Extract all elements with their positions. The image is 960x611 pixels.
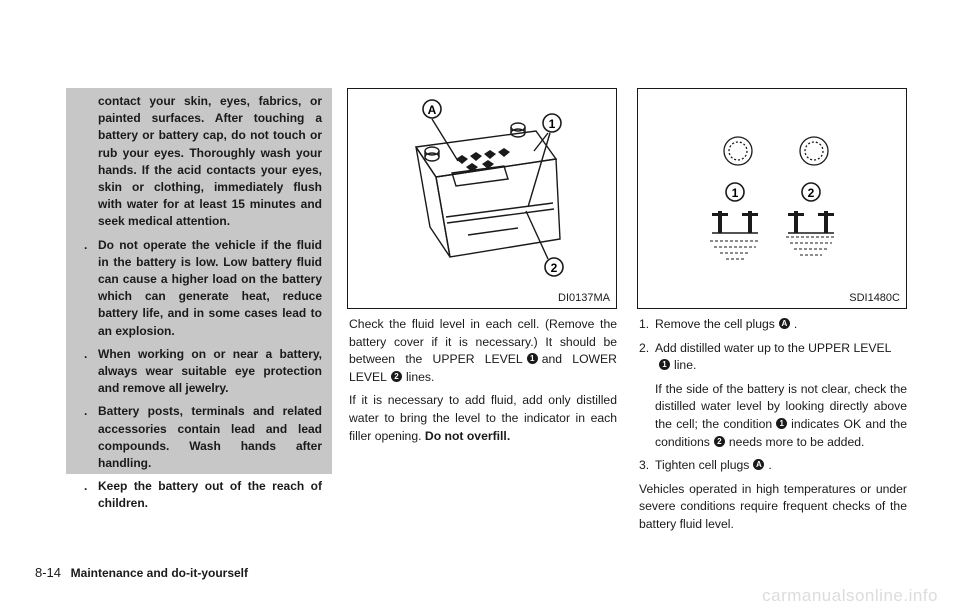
text-run: and LOWER LEVEL (349, 352, 617, 384)
figure-code: DI0137MA (558, 292, 610, 304)
fluid-level-figure (637, 88, 907, 309)
warning-bullet (84, 237, 322, 340)
battery-illustration (348, 89, 616, 308)
battery-figure (347, 88, 617, 309)
warning-bullet-text: Do not operate the vehicle if the fluid in the battery is low. Low battery fluid can cause a higher load on the battery which can generate heat, reduce battery life, and in some cases lead to an explosion. (98, 237, 322, 338)
procedure-text (639, 316, 907, 540)
warning-intro: contact your skin, eyes, fabrics, or painted surfaces. After touching a battery or battery cap, do not touch or rub your eyes. Thoroughly wash your hands. If the acid contacts your eyes, skin or clothing, immediately flush with water for at least 15 minutes and seek medical attention. (98, 94, 322, 229)
step-number: 2. (639, 340, 650, 355)
closing-paragraph: Vehicles operated in high temperatures or under severe conditions require frequent checks of the battery fluid level. (639, 481, 907, 531)
fluid-level-illustration (638, 89, 906, 308)
bullet-dot: . (84, 404, 88, 419)
fluid-check-paragraph (349, 316, 617, 386)
page-footer (35, 565, 248, 580)
warning-bullet (84, 478, 322, 512)
watermark: carmanualsonline.info (762, 586, 938, 605)
bullet-dot: . (84, 479, 88, 494)
level-callout-2 (802, 183, 820, 201)
badge-a: A (753, 459, 764, 470)
add-fluid-paragraph (349, 392, 617, 445)
badge-1: 1 (659, 359, 670, 370)
bullet-dot: . (84, 346, 88, 361)
badge-2: 2 (391, 371, 402, 382)
text-run: . (793, 317, 798, 331)
text-run: If the side of the battery is not clear, check the distilled water level by looking directly above the cell; the condition (655, 381, 907, 431)
level-callout-1-label: 1 (731, 186, 739, 200)
text-run: Tighten cell plugs (655, 458, 750, 473)
callout-2-label: 2 (550, 261, 558, 275)
text-run: line. (674, 358, 697, 373)
badge-1: 1 (527, 353, 538, 364)
warning-bullet-text: Keep the battery out of the reach of children. (98, 479, 322, 511)
badge-2: 2 (714, 436, 725, 447)
step-number: 3. (639, 458, 650, 473)
callout-1 (543, 114, 561, 132)
badge-1: 1 (776, 418, 787, 429)
step-3 (639, 457, 907, 475)
text-run: If it is necessary to add fluid, add only distilled water to bring the level to the indicator in each filler opening. (349, 393, 617, 443)
warning-bullet (84, 403, 322, 472)
callout-a-label: A (427, 103, 437, 117)
warning-text (84, 93, 322, 513)
text-run: Check the fluid level in each cell. (Remove the battery cover if it is necessary.) It should be between the UPPER LEVEL (349, 317, 617, 367)
callout-2 (545, 258, 563, 276)
warning-bullet (84, 346, 322, 398)
callout-a (423, 100, 441, 118)
callout-1-label: 1 (548, 117, 556, 131)
step-2 (639, 340, 907, 375)
text-run: needs more to be added. (728, 434, 865, 449)
step-1 (639, 316, 907, 334)
do-not-overfill: Do not overfill. (424, 428, 511, 443)
section-title: Maintenance and do-it-yourself (70, 566, 249, 580)
fluid-check-text (349, 316, 617, 451)
warning-bullet-text: When working on or near a battery, always wear suitable eye protection and remove all jewelry. (98, 346, 322, 396)
figure-code: SDI1480C (849, 292, 900, 304)
badge-a: A (779, 318, 790, 329)
warning-bullet-text: Battery posts, terminals and related accessories contain lead and lead compounds. Wash hands after handling. (98, 404, 322, 471)
text-run: Add distilled water up to the UPPER LEVEL (655, 340, 892, 355)
step-2-note (639, 381, 907, 451)
bullet-dot: . (84, 237, 88, 252)
text-run: lines. (405, 369, 435, 384)
text-run: Remove the cell plugs (655, 317, 775, 331)
level-callout-1 (726, 183, 744, 201)
step-number: 1. (639, 317, 650, 331)
level-callout-2-label: 2 (807, 186, 815, 200)
text-run: indicates OK and the conditions (655, 416, 907, 449)
page-number: 8-14 (35, 565, 62, 580)
text-run: . (768, 458, 772, 473)
